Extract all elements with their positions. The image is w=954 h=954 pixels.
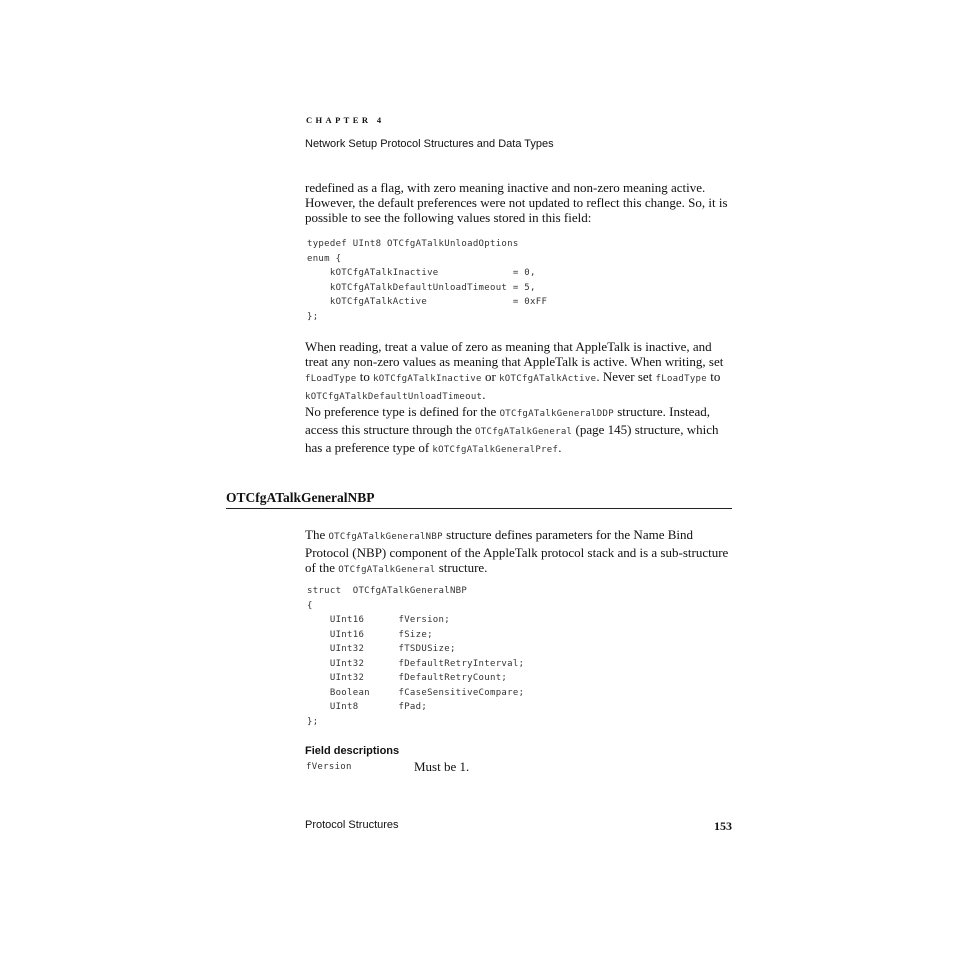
code-inline: kOTCfgATalkActive [499,374,597,384]
page-number: 153 [714,819,732,833]
field-description: Must be 1. [414,759,470,774]
paragraph-nbp-description: The OTCfgATalkGeneralNBP structure defines parameters for the Name Bind Protocol (NBP) component of the AppleTalk protocol stack and is a sub-structure of the OTCfgATalkGeneral structure. [305,527,729,575]
field-name: fVersion [306,762,352,772]
code-inline: OTCfgATalkGeneralNBP [328,532,443,542]
code-inline: OTCfgATalkGeneralDDP [499,409,614,419]
code-inline: kOTCfgATalkDefaultUnloadTimeout [305,392,483,402]
chapter-title: Network Setup Protocol Structures and Data Types [305,138,554,150]
code-inline: OTCfgATalkGeneral [338,565,436,575]
code-inline: fLoadType [305,374,357,384]
code-inline: OTCfgATalkGeneral [475,427,573,437]
field-descriptions-heading: Field descriptions [305,745,400,757]
footer-section: Protocol Structures [305,819,399,831]
paragraph-read-write-rules: When reading, treat a value of zero as meaning that AppleTalk is inactive, and treat any non-zero values as meaning that AppleTalk is active. When writing, set fLoadType to kOTCfgATalkInactive or kOTCfgATalkActive. Never set fLoadType to kOTCfgATalkDefaultUnloadTimeout. [305,339,724,402]
section-rule [226,508,732,509]
code-block-struct-nbp: struct OTCfgATalkGeneralNBP { UInt16 fVersion; UInt16 fSize; UInt32 fTSDUSize; UInt32 fDefaultRetryInterval; UInt32 fDefaultRetryCount; Boolean fCaseSensitiveCompare; UInt8 fPad; }; [307,586,525,727]
code-inline: kOTCfgATalkGeneralPref [432,445,559,455]
paragraph-flag-description: redefined as a flag, with zero meaning inactive and non-zero meaning active. However, the default preferences were not updated to reflect this change. So, it is possible to see the following values stored in this field: [305,180,728,225]
paragraph-preference-type: No preference type is defined for the OTCfgATalkGeneralDDP structure. Instead, access this structure through the OTCfgATalkGeneral (page 145) structure, which has a preference type of kOTCfgATalkGeneralPref. [305,404,719,455]
code-block-unload-options: typedef UInt8 OTCfgATalkUnloadOptions enum { kOTCfgATalkInactive = 0, kOTCfgATalkDefaultUnloadTimeout = 5, kOTCfgATalkActive = 0xFF }; [307,239,548,322]
code-inline: kOTCfgATalkInactive [373,374,482,384]
section-heading: OTCfgATalkGeneralNBP [226,490,375,505]
code-inline: fLoadType [655,374,707,384]
chapter-label: CHAPTER 4 [306,115,385,125]
